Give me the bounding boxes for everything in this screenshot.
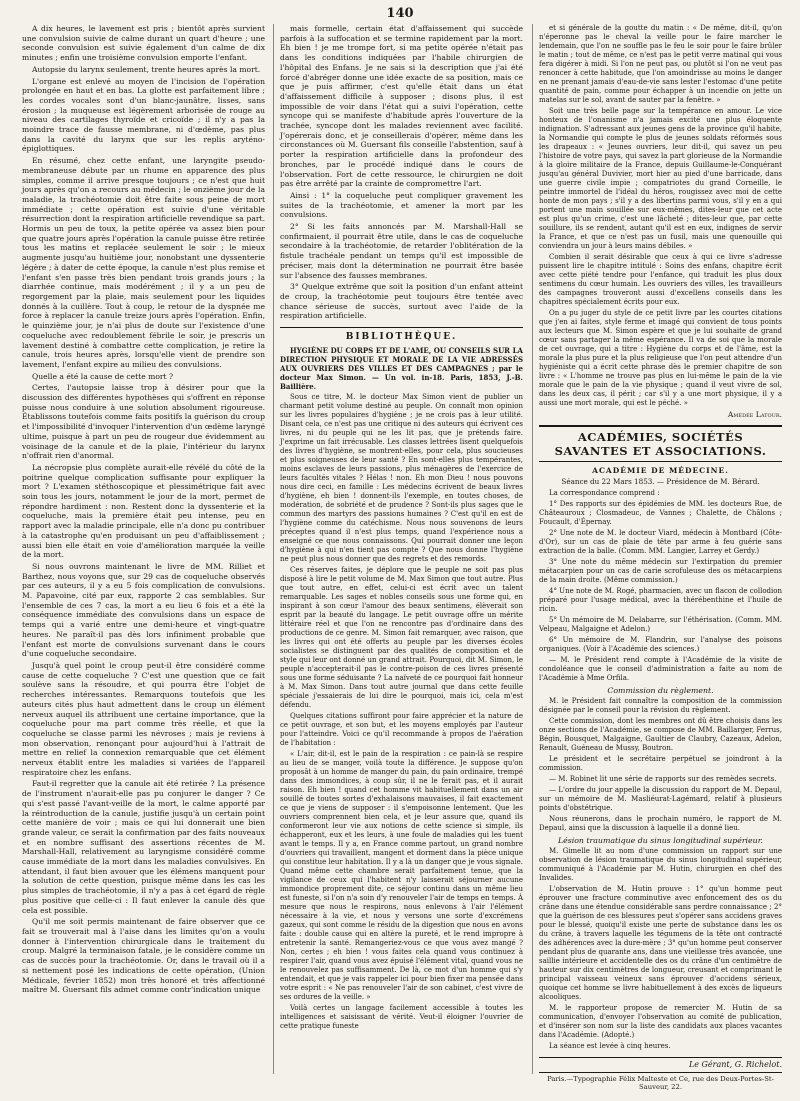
column-rule (532, 24, 533, 1074)
paragraph: Jusqu'à quel point le croup peut-il être considéré comme cause de cette coqueluche ? C'est une question que ce fait soulève sans la résoudre, et qui pourra être l'objet de recherches intéressantes. Remarquons toutefois que les auteurs cités plus haut admettent dans le croup un élément nerveux auquel ils attribuent une certaine importance, que la coqueluche pour ma part comme très réelle, et que la coqueluche se classe parmi les névroses ; mais je reviens à mon observation, renonçant pour aujourd'hui à l'attrait de mettre en relief la connexion remarquable que cet élément nerveux établit entre les maladies si variées de l'appareil respiratoire chez les enfans. (22, 661, 265, 777)
paragraph: — L'ordre du jour appelle la discussion du rapport de M. Depaul, sur un mémoire de M. Masliéurat-Lagémard, relatif à plusieurs points d'obstétrique. (539, 786, 782, 812)
paragraph: La nécropsie plus complète aurait-elle révélé du côté de la poitrine quelque complication suffisante pour expliquer la mort ? L'examen stéthoscopique et plessimétrique fait avec soin tous les jours, notamment le jour de la mort, permet de répondre hardiment : non. Restent donc la dyssenterie et la coqueluche, mais la première était peu intense, peu en rapport avec la maladie principale, elle n'a donc pu contribuer à la catastrophe qu'en produisant un peu d'affaiblissement ; aussi bien elle était en voie d'amélioration marquée la veille de la mort. (22, 462, 265, 560)
review-signature: Amédée Latour. (727, 410, 782, 419)
paragraph: mais formelle, certain état d'affaissement qui succède parfois à la suffocation et se termine rapidement par la mort. Eh bien ! je me trompe fort, si ma petite opérée n'était pas dans les conditions indiquées par l'habile chirurgien de l'hôpital des Enfans. Je ne sais si la description que j'ai été forcé d'abréger donne une idée exacte de sa position, mais ce que je puis affirmer, c'est qu'elle était dans un état d'affaissement difficile à supposer ; disons plus, il est impossible de voir dans l'état qui a suivi l'opération, cette syncope qui se manifeste d'habitude après l'ouverture de la trachée, syncope dont les malades reviennent avec facilité. J'opérerais donc, et je conseillerais d'opérer, même dans les circonstances où M. Guersant fils conseille l'abstention, sauf à porter la respiration artificielle dans la profondeur des bronches, par le procédé indiqué dans le cours de l'observation. Fort de cette ressource, le chirurgien ne doit pas être arrêté par la crainte de compromettre l'art. (280, 24, 523, 189)
column-rule (273, 24, 274, 1074)
paragraph: 6° Un mémoire de M. Flandrin, sur l'analyse des poisons organiques. (Voir à l'Académie des sciences.) (539, 636, 782, 653)
paragraph: Soit une très belle page sur la tempérance en amour. Le vice honteux de l'onanisme n'a jamais excité une plus éloquente indignation. S'adressant aux jeunes gens de la province qu'il habite, la Normandie qui compte le plus de jeunes soldats réformés sous les drapeaux : « Jeunes ouvriers, leur dit-il, qui savez un peu l'histoire de votre pays, qui savez la part glorieuse de la Normandie à la gloire militaire de la France, depuis Guillaume-le-Conquérant jusqu'au général Duvivier, mort hier au pied d'une barricade, dans une guerre civile impie ; compatriotes du grand Corneille, le peintre immortel de l'idéal du héros, rougissez avec moi de cette honte de mon pays ; s'il y a des libertins parmi vous, s'il y en a qui portent une main souillée sur eux-mêmes, dites-leur que cet acte est plus qu'un crime, c'est une lâcheté ; dites-leur que, par cette souillure, ils se rendent, autant qu'il est en eux, indignes de servir la France, et que ce n'est pas un fusil, mais une quenouille qui conviendra un jour à leurs mains débiles. » (539, 107, 782, 250)
paragraph: 4° Une note de M. Rogé, pharmacien, avec un flacon de collodion préparé pour l'usage médical, avec la thérébenthine et l'huile de ricin. (539, 587, 782, 613)
session-line: Séance du 22 Mars 1853. — Présidence de M. Bérard. (561, 477, 760, 486)
paragraph: Ainsi : 1° la coqueluche peut compliquer gravement les suites de la trachéotomie, et amener la mort par les convulsions. (280, 190, 523, 220)
printer-imprint: Paris.—Typographie Félix Malteste et Ce, rue des Deux-Portes-St-Sauveur, 22. (539, 1072, 782, 1091)
lesion-heading: Lésion traumatique du sinus longitudinal supérieur. (557, 836, 764, 845)
academy-name: ACADÉMIE DE MÉDECINE. (592, 466, 729, 475)
paragraph: 2° Une note de M. le docteur Viard, médecin à Montbard (Côte-d'Or), sur un cas de plaie de tête par arme à feu guérie sans extraction de la balle. (Comm. MM. Langier, Larrey et Gerdy.) (539, 529, 782, 555)
column-middle (280, 24, 523, 1074)
commission-heading: Commission du règlement. (607, 686, 714, 695)
paragraph: Quelle a été la cause de cette mort ? (32, 371, 174, 381)
page-number: 140 (386, 6, 414, 21)
paragraph: L'organe est enlevé au moyen de l'incision de l'opération prolongée en haut et en bas. La glotte est parfaitement libre ; les cordes vocales sont d'un blanc-jaunâtre, lisses, sans érosion ; la muqueuse est légèrement arborisée de rouge au niveau des cartilages thyroïde et cricoïde ; il n'y a pas la moindre trace de fausse membrane, ni d'œdème, pas plus dans la cavité du larynx que sur les replis aryténo-épiglottiques. (22, 76, 265, 154)
paragraph: 3° Une note du même médecin sur l'extirpation du premier métacarpien pour un cas de carie scrofuleuse des os métacarpiens de la main droite. (Même commission.) (539, 558, 782, 584)
paragraph: Quelques citations suffiront pour faire apprécier et la nature de ce petit ouvrage, et son but, et les moyens employés par l'auteur pour l'atteindre. Voici ce qu'il recommande à propos de l'aération de l'habitation : (280, 712, 523, 748)
paragraph: Cette commission, dont les membres ont dû être choisis dans les onze sections de l'Académie, se compose de MM. Baillarger, Ferrus, Bégin, Bousquet, Malgaigne, Gaultier de Claubry, Cazeaux, Adelon, Renault, Guéneau de Mussy, Boutron. (539, 717, 782, 752)
column-left (22, 24, 265, 1074)
paragraph: Nous réunerons, dans le prochain numéro, le rapport de M. Depaul, ainsi que la discussion à laquelle il a donné lieu. (539, 815, 782, 832)
paragraph: La correspondance comprend : (549, 489, 660, 497)
paragraph: Le président et le secrétaire perpétuel se joindront à la commission. (539, 755, 782, 772)
paragraph: « L'air, dit-il, est le pain de la respiration : ce pain-là se respire au lieu de se manger, voilà toute la différence. Je suppose qu'on proposât à un homme de manger du pain, du pain ordinaire, trempé dans des immondices, à coup sûr, il ne le ferait pas, et il aurait raison. Eh bien ! quand cet homme vit habituellement dans un air souillé de toutes sortes d'exhalaisons mauvaises, il fait exactement ce que je viens de supposer : il s'empoisonne lentement. Que les ouvriers comprennent bien cela, et je leur assure que, quand ils conformeront leur vie aux notions de cette science si simple, ils échapperont, eux et les leurs, à une foule de maladies qui les tuent avant le temps. Il y a, en France comme partout, un grand nombre d'ouvriers qui travaillent, mangent et dorment dans la pièce unique qui constitue leur habitation. Il y a là un danger que je vous signale. Quand même cette chambre serait parfaitement tenue, que la vigilance de ceux qui l'habitent n'y laisserait séjourner aucune immondice proprement dite, ce séjour continu dans un même lieu est funeste, si l'on n'a soin d'y renouveler l'air de temps en temps. À mesure que nous le respirons, nous enlevons à l'air l'élément nécessaire à la vie, et nous y versons une sorte d'excrémens gazeux, qui sont comme le résidu de la digestion que nous en avons faite : double cause qui en altère la pureté, et le rend impropre à entretenir la santé. Remangeriez-vous ce que vous avez mangé ? Non, certes ; eh bien ! vous faites cela quand vous continuez à respirer l'air, quand vous avez épuisé l'élément vital, quand vous ne le renouvelez pas suffisamment. De là, ce mot d'un homme qui s'y entendait, et que je vais rappeler ici pour bien fixer ma pensée dans votre esprit : « Ne pas renouveler l'air de son cabinet, c'est vivre de ses ordures de la veille. » (280, 750, 523, 1002)
paragraph: Autopsie du larynx seulement, trente heures après la mort. (32, 64, 261, 74)
paragraph: Si nous ouvrons maintenant le livre de MM. Rilliet et Barthez, nous voyons que, sur 29 cas de coqueluche observés par ces auteurs, il y a eu 5 fois complication de convulsions. M. Papavoine, cité par eux, rapporte 2 cas semblables. Sur l'ensemble de ces 7 cas, la mort a eu lieu 6 fois et a été la conséquence immédiate des convulsions dans un espace de temps qui a varié entre une demi-heure et vingt-quatre heures. Ne paraît-il pas dès lors infiniment probable que l'enfant est morte de convulsions survenant dans le cours d'une coqueluche secondaire. (22, 561, 265, 659)
paragraph: M. le rapporteur propose de remercier M. Hutin de sa communication, d'envoyer l'observation au comité de publication, et d'insérer son nom sur la liste des candidats aux places vacantes dans l'Académie. (Adopté.) (539, 1004, 782, 1039)
paragraph: M. le Président fait connaître la composition de la commission désignée par le conseil pour la révision du règlement. (539, 697, 782, 714)
paragraph: — M. le Président rend compte à l'Académie de la visite de condoléance que le conseil d'administration a faite au nom de l'Académie à Mme Orfila. (539, 656, 782, 682)
paragraph: Faut-il regretter que la canule ait été retirée ? La présence de l'instrument n'aurait-elle pas pu conjurer le danger ? Ce qui s'est passé l'avant-veille de la mort, le calme apporté par la réintroduction de la canule, justifie jusqu'à un certain point cette manière de voir ; mais ce qui lui donnerait une bien grande valeur, ce serait la confirmation par des faits nouveaux et en nombre suffisant des assertions récentes de M. Marshall-Hall, relativement au laryngisme considéré comme cause immédiate de la mort dans les maladies convulsives. En attendant, il faut bien avouer que les élémens manquent pour la solution de cette question, puisque même dans les cas les plus simples de trachéotomie, il n'y a pas à cet égard de règle plus positive que celle-ci : Il faut enlever la canule dès que cela est possible. (22, 779, 265, 915)
gerant-signature: Le Gérant, G. Richelot. (539, 1057, 782, 1069)
page-columns (22, 24, 782, 1091)
paragraph: Sous ce titre, M. le docteur Max Simon vient de publier un charmant petit volume destiné au peuple. On connaît mon opinion sur les livres populaires d'hygiène ; je ne crois pas à leur utilité. Disant cela, ce n'est pas une critique ni des auteurs qui écrivent ces livres, ni du peuple qui ne les lit pas, que je prétends faire. J'exprime un fait irrécusable. Les classes lettrées lisent quelquefois des livres d'hygiène, se montrent-elles, pour cela, plus soucieuses et plus soigneuses de leur santé ? En sont-elles plus tempérantes, moins esclaves de leurs passions, plus ménagères de l'exercice de leurs facultés vitales ? Hélas ! non. Eh mon Dieu ! nous pouvons nous dire ceci, en famille : Les médecins écrivent de beaux livres d'hygiène, eh bien ! donnent-ils l'exemple, en toutes choses, de modération, de sobriété et de prudence ? Sont-ils plus sages que le commun des martyrs des passions humaines ? C'est qu'il en est de l'hygiène comme du catéchisme. Nous nous souvenons de leurs préceptes quand il n'est plus temps, quand l'expérience nous a enseigné ce que nous connaissons. Qui pourrait donner une leçon d'hygiène à qui n'en tient pas compte ? Que nous donne l'hygiène ne peut plus nous donner que des regrets et des remords. (280, 393, 523, 564)
paragraph: M. Gimelle lit au nom d'une commission un rapport sur une observation de lésion traumatique du sinus longitudinal supérieur, communiqué à l'Académie par M. Hutin, chirurgien en chef des Invalides. (539, 847, 782, 882)
paragraph: — M. Robinet lit une série de rapports sur des remèdes secrets. (549, 775, 777, 783)
paragraph: La séance est levée à cinq heures. (549, 1042, 671, 1050)
paragraph: Certes, l'autopsie laisse trop à désirer pour que la discussion des différentes hypothèses qui s'offrent en réponse puisse nous conduire à une solution absolument rigoureuse. Établissons toutefois comme faits positifs la guérison du croup et l'impossibilité d'invoquer l'intervention d'un œdème laryngé ultime, puisque à part un peu de rougeur due évidemment au voisinage de la canule et de la plaie, l'intérieur du larynx n'offrait rien d'anormal. (22, 383, 265, 461)
paragraph: et si générale de la goutte du matin : « De même, dit-il, qu'on n'éperonne pas le cheval la veille pour le faire marcher le lendemain, que l'on ne souffle pas le feu le soir pour le faire brûler le matin ; tout de même, ce n'est pas le petit verre matinal qui vous fera digérer à midi. Si l'on ne peut pas, ou plutôt si l'on ne veut pas renoncer à cette habitude, que l'on amoindrisse au moins le danger en ne prenant jamais d'eau-de-vie sans lester l'estomac d'une petite quantité de pain, comme pour échapper à un incendie on jette un matelas sur le sol, avant de sauter par la fenêtre. » (539, 24, 782, 104)
bibliotheque-heading: BIBLIOTHÈQUE. (280, 327, 523, 342)
paragraph: Qu'il me soit permis maintenant de faire observer que ce fait se trouverait mal à l'aise dans les limites qu'on a voulu donner à l'intervention chirurgicale dans le traitement du croup. Malgré la terminaison fatale, je le considère comme un cas de succès pour la trachéotomie. Or, dans le travail où il a si nettement posé les indications de cette opération, (Union Médicale, février 1852) mon très honoré et très affectionné maître M. Guersant fils admet comme contr'indication unique (22, 917, 265, 995)
paragraph: 3° Quelque extrême que soit la position d'un enfant atteint de croup, la trachéotomie peut toujours être tentée avec chance sérieuse de succès, surtout avec l'aide de la respiration artificielle. (280, 282, 523, 321)
paragraph: A dix heures, le lavement est pris ; bientôt après survient une convulsion suivie de calme durant un quart d'heure ; une seconde convulsion est suivie également d'un calme de dix minutes ; enfin une troisième convulsion emporte l'enfant. (22, 24, 265, 63)
paragraph: 5° Un mémoire de M. Delabarre, sur l'éthérisation. (Comm. MM. Velpeau, Malgaigne et Adelon.) (539, 616, 782, 633)
paragraph: En résumé, chez cette enfant, une laryngite pseudo-membraneuse débute par un rhume en apparence des plus simples, comme il arrive presque toujours ; ce n'est que huit jours après qu'on a recours au médecin ; le onzième jour de la maladie, la trachéotomie doit être faite sous peine de mort immédiate ; cette opération est suivie d'une véritable résurrection dont la respiration artificielle revendique sa part. Hormis un peu de toux, la petite opérée va assez bien pour que quatre jours après l'opération la canule puisse être retirée tous les matins et replacée seulement le soir ; le mieux augmente jusqu'au huitième jour, nonobstant une dyssenterie légère ; à dater de cette époque, la canule n'est plus remise et l'enfant s'en passe très bien pendant trois grands jours ; la diarrhée continue, mais modérément ; il y a un peu de regorgement par la plaie, mais seulement pour les liquides donnés à la cuillère. Tout à coup, le retour de la dyspnée me force à replacer la canule treize jours après l'opération. Enfin, le quinzième jour, je n'ai plus de doute sur l'existence d'une coqueluche avec redoublement fébrile le soir, je prescris un lavement destiné à combattre cette complication, je retire la canule, trois heures après, lorsqu'elle vient de prendre son lavement, l'enfant expire au milieu des convulsions. (22, 156, 265, 369)
academies-heading: ACADÉMIES, SOCIÉTÉS SAVANTES ET ASSOCIATIONS. (539, 425, 782, 462)
book-title: HYGIÈNE DU CORPS ET DE L'AME, OU CONSEILS SUR LA DIRECTION PHYSIQUE ET MORALE DE LA VIE ADRESSÉS AUX OUVRIERS DES VILLES ET DES CAMPAGNES ; par le docteur Max Simon. — Un vol. in-18. Paris, 1853, J.-B. Baillière. (280, 346, 523, 392)
paragraph: L'observation de M. Hutin prouve : 1° qu'un homme peut éprouver une fracture comminutive avec enfoncement des os du crâne dans une étendue considérable sans perdre connaissance ; 2° que la guérison de ces blessures peut s'opérer sans accidens graves pour le blessé, quoiqu'il existe une perte de substance dans les os du crâne, à travers laquelle les tégumens de la tête ont contracté des adhérences avec la dure-mère ; 3° qu'un homme peut conserver pendant plus de quarante ans, dans une vieillesse très avancée, une saillie intérieure et accidentelle des os du crâne d'un centimètre de hauteur sur dix centimètres de longueur, creusant et comprimant le principal vaisseau veineux sans éprouver d'accidens sérieux, quoique cet homme se livre habituellement à des excès de liqueurs alcooliques. (539, 885, 782, 1001)
paragraph: On a pu juger du style de ce petit livre par les courtes citations que j'en ai faites, style ferme et imagé qui convient de tous points aux lecteurs que M. Simon espère et que je lui souhaite de grand cœur sans partager la même espérance. Il va de soi que la morale de cet ouvrage, qui a titre : Hygiène du corps et de l'âme, est la morale la plus pure et la plus religieuse que l'on peut attendre d'un hygiéniste qui a écrit cette phrase dès le premier chapitre de son livre : « L'homme ne trouve pas plus en lui-même le pain de la vie morale que le pain de la vie physique ; quand il veut vivre de sol, dans les deux cas, il périt ; car s'il y a une mort physique, il y a aussi une mort morale, qui est le péché. » (539, 309, 782, 407)
paragraph: 2° Si les faits annoncés par M. Marshall-Hall se confirmaient, il pourrait être utile, dans le cas de coqueluche secondaire à la trachéotomie, de retarder l'oblitération de la fistule trachéale pendant un temps qu'il est impossible de préciser, mais dont la détermination ne pourrait être basée sur l'absence des fausses membranes. (280, 222, 523, 280)
paragraph: 1° Des rapports sur des épidémies de MM. les docteurs Rue, de Châteauroux ; Closmadeuc, de Vannes ; Chalette, de Châlons ; Foucault, d'Épernay. (539, 500, 782, 526)
paragraph: Voilà certes un langage facilement accessible à toutes les intelligences et saisissant de vérité. Veut-il éloigner l'ouvrier de cette pratique funeste (280, 1004, 523, 1031)
column-right (539, 24, 782, 1091)
paragraph: Combien il serait désirable que ceux à qui ce livre s'adresse puissent lire le chapitre intitulé : Soins des enfans, chapitre écrit avec cette piété tendre pour l'enfance, qui traduit les plus doux sentimens du cœur humain. Les ouvriers des villes, les travailleurs des campagnes trouveront aussi d'excellens conseils dans les chapitres spécialement écrits pour eux. (539, 253, 782, 306)
paragraph: Ces réserves faites, je déplore que le peuple ne soit pas plus disposé à lire le petit volume de M. Max Simon que tout autre. Plus que tout autre, en effet, celui-ci est écrit avec un talent remarquable. Les sages et nobles conseils sous une forme qui, en inspirant à son cœur l'amour des beaux sentimens, élèverait son esprit par la beauté du langage. Le petit ouvrage offre un mérite littéraire réel et que l'on ne rencontre pas d'ordinaire dans des productions de ce genre. M. Simon fait remarquer, avec raison, que les livres qui ont été offerts au peuple par les diverses écoles socialistes se distinguent par des qualités de composition et de style qui leur ont donné un grand attrait. Pourquoi, dit M. Simon, le peuple n'accepterait-il pas le contre-poison de ces livres présenté sous une forme séduisante ? La naïveté de ce pourquoi fait honneur à M. Max Simon. Dans tout autre journal que dans cette feuille spéciale j'essaierais de lui dire le pourquoi, mais ici, cela m'est défendu. (280, 566, 523, 710)
